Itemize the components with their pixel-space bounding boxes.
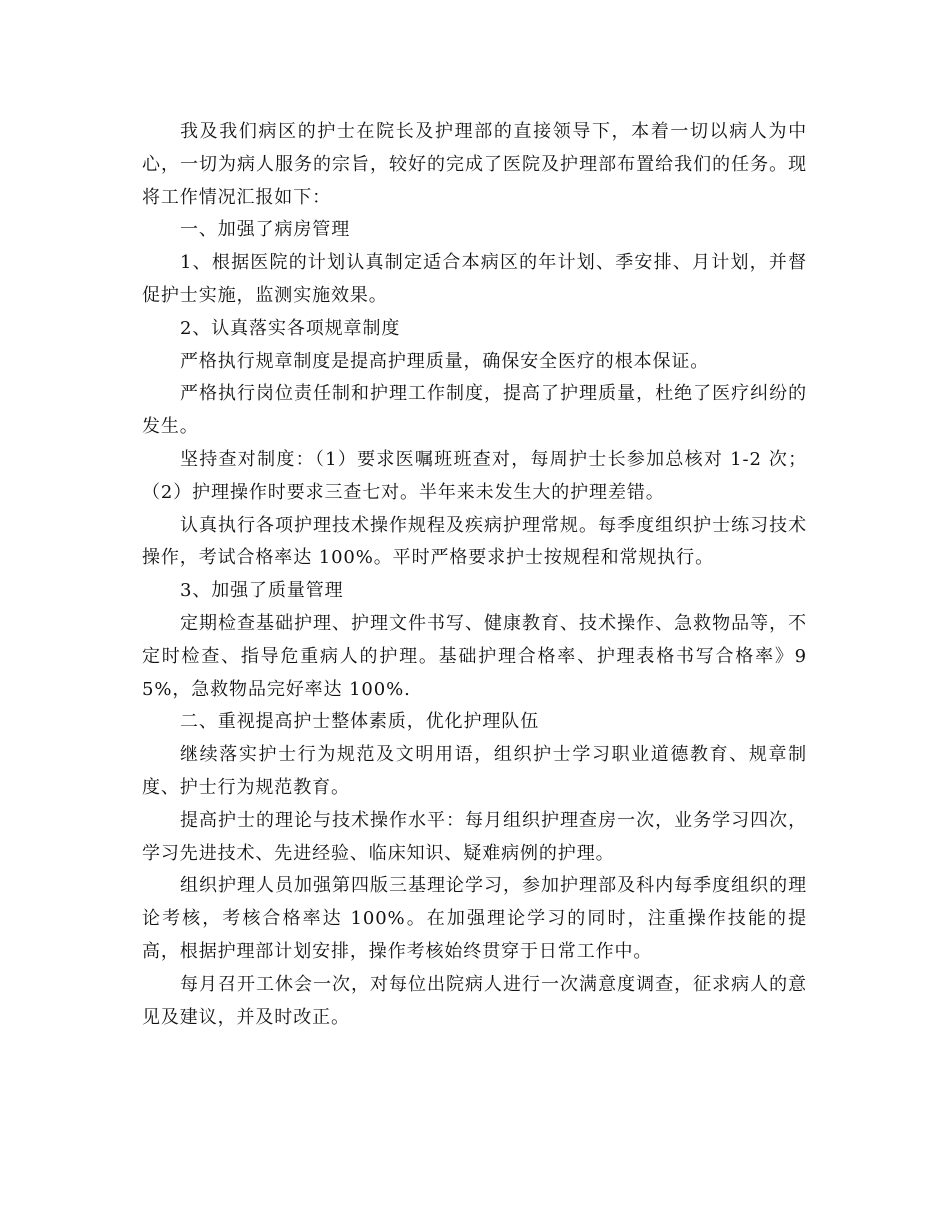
paragraph-quality-checks: 定期检查基础护理、护理文件书写、健康教育、技术操作、急救物品等，不定时检查、指导危重病人的护理。基础护理合格率、护理表格书写合格率》95%，急救物品完好率达 100%. xyxy=(142,612,807,700)
paragraph-three-basics: 组织护理人员加强第四版三基理论学习，参加护理部及科内每季度组织的理论考核，考核合格率达 100%。在加强理论学习的同时，注重操作技能的提高，根据护理部计划安排，操作考核始终贯穿于日常工作中。 xyxy=(142,875,807,962)
paragraph-technical-procedures: 认真执行各项护理技术操作规程及疾病护理常规。每季度组织护士练习技术操作，考试合格率达 100%。平时严格要求护士按规程和常规执行。 xyxy=(142,514,807,569)
paragraph-responsibility-system: 严格执行岗位责任制和护理工作制度，提高了护理质量，杜绝了医疗纠纷的发生。 xyxy=(142,383,807,438)
subheading-quality-management: 3、加强了质量管理 xyxy=(180,580,344,602)
section-heading-ward-management: 一、加强了病房管理 xyxy=(180,219,351,241)
paragraph-patient-meeting: 每月召开工休会一次，对每位出院病人进行一次满意度调查，征求病人的意见及建议，并及时改正。 xyxy=(142,973,807,1028)
paragraph-regulations-guarantee: 严格执行规章制度是提高护理质量，确保安全医疗的根本保证。 xyxy=(180,350,710,372)
paragraph-intro: 我及我们病区的护士在院长及护理部的直接领导下，本着一切以病人为中心，一切为病人服务的宗旨，较好的完成了医院及护理部布置给我们的任务。现将工作情况汇报如下： xyxy=(142,121,807,208)
paragraph-plan: 1、根据医院的计划认真制定适合本病区的年计划、季安排、月计划，并督促护士实施，监测实施效果。 xyxy=(142,252,807,306)
paragraph-theory-skills: 提高护士的理论与技术操作水平：每月组织护理查房一次，业务学习四次，学习先进技术、先进经验、临床知识、疑难病例的护理。 xyxy=(142,809,807,864)
document-body xyxy=(142,116,807,1034)
section-heading-nurse-quality: 二、重视提高护士整体素质，优化护理队伍 xyxy=(180,711,540,733)
subheading-regulations: 2、认真落实各项规章制度 xyxy=(180,317,401,339)
paragraph-code-of-conduct: 继续落实护士行为规范及文明用语，组织护士学习职业道德教育、规章制度、护士行为规范教育。 xyxy=(142,744,807,798)
paragraph-check-system: 坚持查对制度：（1）要求医嘱班班查对，每周护士长参加总核对 1-2 次；（2）护理操作时要求三查七对。半年来未发生大的护理差错。 xyxy=(142,448,807,503)
